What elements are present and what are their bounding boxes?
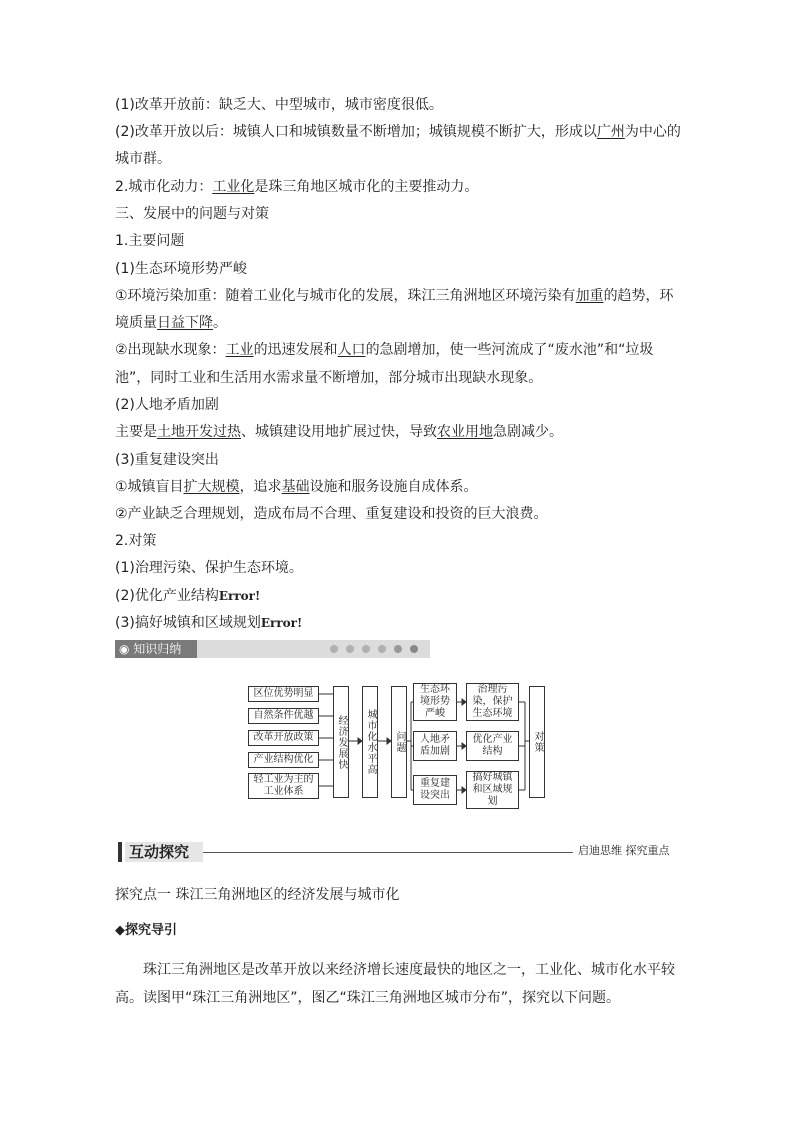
diagram-measure-box: 治理污染，保护生态环境 bbox=[466, 683, 519, 721]
text-seg: ，追求 bbox=[239, 479, 282, 495]
explore-point-heading: 探究点一 珠江三角洲地区的经济发展与城市化 bbox=[115, 887, 400, 903]
text-line-18: (1)治理污染、保护生态环境。 bbox=[115, 560, 303, 576]
text-seg: 。 bbox=[213, 315, 227, 331]
underlined-term: 工业 bbox=[225, 342, 254, 358]
underlined-term: 扩大规模 bbox=[183, 479, 240, 495]
text-line-20 bbox=[115, 614, 302, 632]
diagram-urban-box: 城市化水平高 bbox=[362, 686, 378, 798]
diagram-problem-box: 问题 bbox=[391, 686, 407, 798]
text-line-2 bbox=[115, 123, 681, 141]
text-line-7: (1)生态环境形势严峻 bbox=[115, 261, 247, 277]
text-line-13 bbox=[115, 423, 563, 441]
diagram-factor-box: 改革开放政策 bbox=[248, 730, 319, 746]
text-line-12: (2)人地矛盾加剧 bbox=[115, 397, 219, 413]
knowledge-diagram bbox=[245, 683, 550, 813]
text-seg: 、城镇建设用地扩展过快，导致 bbox=[241, 424, 437, 440]
text-seg: 急剧减少。 bbox=[493, 424, 563, 440]
diagram-measure-box: 优化产业结构 bbox=[466, 731, 519, 761]
text-line-14: (3)重复建设突出 bbox=[115, 452, 219, 468]
text-seg: 设施和服务设施自成体系。 bbox=[309, 479, 478, 495]
text-seg: (2)改革开放以后：城镇人口和城镇数量不断增加；城镇规模不断扩大，形成以 bbox=[115, 124, 597, 140]
underlined-term: 加重 bbox=[575, 288, 604, 304]
diagram-issue-box: 重复建设突出 bbox=[413, 775, 457, 805]
text-line-9 bbox=[115, 314, 227, 332]
decor-dot-icon bbox=[362, 645, 370, 653]
text-seg: 是珠三角地区城市化的主要推动力。 bbox=[254, 179, 479, 195]
text-seg: ②出现缺水现象： bbox=[115, 342, 226, 358]
text-line-16: ②产业缺乏合理规划，造成布局不合理、重复建设和投资的巨大浪费。 bbox=[115, 506, 548, 522]
guide-heading: ◆探究导引 bbox=[115, 923, 177, 938]
diagram-issue-box: 生态环境形势严峻 bbox=[413, 683, 457, 721]
diagram-countermeasure-box: 对策 bbox=[529, 686, 545, 798]
diagram-measure-box: 搞好城镇和区域规划 bbox=[466, 771, 519, 809]
underlined-term: 土地开发过热 bbox=[157, 424, 241, 440]
section-accent-bar bbox=[118, 842, 122, 862]
diagram-factor-box: 轻工业为主的工业体系 bbox=[248, 773, 319, 799]
text-line-19 bbox=[115, 587, 260, 605]
subheading-main-problems: 1.主要问题 bbox=[115, 233, 185, 249]
section-title: 互动探究 bbox=[125, 842, 203, 862]
knowledge-summary-bar bbox=[115, 640, 430, 658]
decor-dot-icon bbox=[378, 645, 386, 653]
text-line-11: 池”，同时工业和生活用水需求量不断增加，部分城市出现缺水现象。 bbox=[115, 370, 543, 386]
diagram-issue-box: 人地矛盾加剧 bbox=[413, 731, 457, 761]
guide-paragraph: 珠江三角洲地区是改革开放以来经济增长速度最快的地区之一，工业化、城市化水平较高。读图甲“珠江三角洲地区”，图乙“珠江三角洲地区城市分布”，探究以下问题。 bbox=[115, 962, 675, 1006]
underlined-term: 人口 bbox=[337, 342, 366, 358]
text-seg: ①环境污染加重：随着工业化与城市化的发展，珠江三角洲地区环境污染有 bbox=[115, 288, 576, 304]
section-divider bbox=[203, 852, 573, 853]
text-seg: ①城镇盲目 bbox=[115, 479, 184, 495]
text-line-15 bbox=[115, 478, 478, 496]
underlined-term: 农业用地 bbox=[437, 424, 493, 440]
diagram-factor-box: 产业结构优化 bbox=[248, 752, 319, 768]
error-mark: Error! bbox=[218, 589, 261, 603]
diagram-economy-box: 经济发展快 bbox=[333, 686, 349, 798]
decor-dot-icon bbox=[346, 645, 354, 653]
subheading-measures: 2.对策 bbox=[115, 533, 157, 549]
text-line-1: (1)改革开放前：缺乏大、中型城市，城市密度很低。 bbox=[115, 97, 443, 113]
text-seg: 的迅速发展和 bbox=[253, 342, 338, 358]
error-mark: Error! bbox=[260, 616, 303, 630]
section-subtitle: 启迪思维 探究重点 bbox=[578, 844, 670, 857]
text-line-4 bbox=[115, 178, 478, 196]
text-seg: 的急剧增加，使一些河流成了“废水池”和“垃圾 bbox=[365, 342, 654, 358]
text-seg: 的趋势，环 bbox=[603, 288, 674, 304]
underlined-term: 日益下降 bbox=[157, 315, 213, 331]
knowledge-summary-label: ◉ 知识归纳 bbox=[115, 640, 197, 658]
decor-dot-icon bbox=[410, 645, 418, 653]
diagram-factor-box: 区位优势明显 bbox=[248, 686, 319, 702]
decor-dot-icon bbox=[330, 645, 338, 653]
text-line-8 bbox=[115, 287, 674, 305]
text-line-3: 城市群。 bbox=[115, 151, 171, 167]
text-seg: 境质量 bbox=[115, 315, 157, 331]
text-seg: (3)搞好城镇和区域规划 bbox=[115, 615, 261, 631]
diagram-factor-box: 自然条件优越 bbox=[248, 708, 319, 724]
text-seg: 主要是 bbox=[115, 424, 157, 440]
text-line-10 bbox=[115, 341, 653, 359]
underlined-term: 基础 bbox=[281, 479, 310, 495]
underlined-term: 广州 bbox=[596, 124, 625, 140]
decor-dot-icon bbox=[394, 645, 402, 653]
text-seg: (2)优化产业结构 bbox=[115, 588, 219, 604]
text-seg: 为中心的 bbox=[624, 124, 681, 140]
underlined-term: 工业化 bbox=[212, 179, 255, 195]
text-seg: 2.城市化动力： bbox=[115, 179, 213, 195]
section-heading-3: 三、发展中的问题与对策 bbox=[115, 206, 269, 222]
